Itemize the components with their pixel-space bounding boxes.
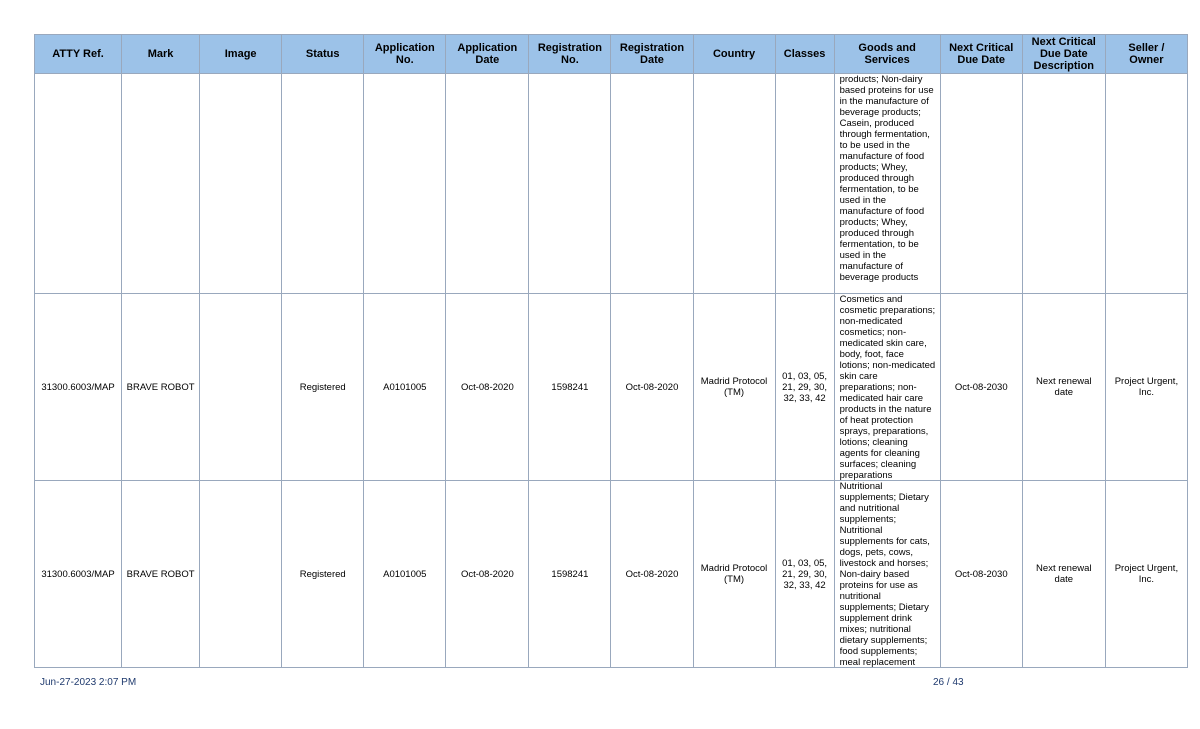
cell-goods-services — [834, 294, 940, 481]
header-atty-ref: ATTY Ref. — [35, 35, 122, 74]
header-application-no: Application No. — [364, 35, 446, 74]
cell-seller-owner: Project Urgent, Inc. — [1105, 481, 1187, 668]
cell-next-due-date: Oct-08-2030 — [940, 481, 1022, 668]
cell-next-due-desc: Next renewal date — [1022, 481, 1105, 668]
cell-next-due-desc: Next renewal date — [1022, 294, 1105, 481]
cell-classes: 01, 03, 05, 21, 29, 30, 32, 33, 42 — [775, 481, 834, 668]
cell-application-no: A0101005 — [364, 481, 446, 668]
trademark-table — [34, 34, 1188, 668]
goods-services-text: products; Non-dairy based proteins for use in the manufacture of beverage products; Casein, produced through fermentation, to be used in the manufacture of food products; Whey, produced through fermentation, to be used in the manufacture of food products; Whey, produced through fermentation, to be used in the manufacture of beverage products — [839, 74, 934, 283]
cell-mark — [122, 74, 200, 294]
cell-status: Registered — [282, 294, 364, 481]
cell-registration-no: 1598241 — [529, 481, 611, 668]
cell-seller-owner — [1105, 74, 1187, 294]
cell-image — [200, 481, 282, 668]
cell-image — [200, 294, 282, 481]
cell-status: Registered — [282, 481, 364, 668]
cell-application-date: Oct-08-2020 — [446, 294, 529, 481]
header-next-due-desc: Next Critical Due Date Description — [1022, 35, 1105, 74]
cell-registration-no — [529, 74, 611, 294]
cell-goods-services — [834, 74, 940, 294]
cell-next-due-desc — [1022, 74, 1105, 294]
cell-classes: 01, 03, 05, 21, 29, 30, 32, 33, 42 — [775, 294, 834, 481]
cell-application-no: A0101005 — [364, 294, 446, 481]
table-row — [35, 294, 1188, 481]
cell-country: Madrid Protocol (TM) — [693, 294, 775, 481]
goods-services-text: Cosmetics and cosmetic preparations; non-medicated cosmetics; non-medicated skin care, body, foot, face lotions; non-medicated skin care preparations; non-medicated hair care products in the nature of heat protection sprays, preparations, lotions; cleaning agents for cleaning surfaces; cleaning preparations — [839, 294, 936, 480]
header-mark: Mark — [122, 35, 200, 74]
header-country: Country — [693, 35, 775, 74]
footer-timestamp: Jun-27-2023 2:07 PM — [40, 677, 137, 688]
header-registration-no: Registration No. — [529, 35, 611, 74]
cell-registration-no: 1598241 — [529, 294, 611, 481]
cell-application-date: Oct-08-2020 — [446, 481, 529, 668]
cell-atty-ref: 31300.6003/MAP — [35, 294, 122, 481]
cell-seller-owner: Project Urgent, Inc. — [1105, 294, 1187, 481]
cell-next-due-date — [940, 74, 1022, 294]
table-row — [35, 74, 1188, 294]
goods-services-text: Nutritional supplements; Dietary and nutritional supplements; Nutritional supplements for cats, dogs, pets, cows, livestock and horses; Non-dairy based proteins for use as nutritional supplements; Dietary supplement drink mixes; nutritional dietary supplements; food supplements; meal replacement — [839, 481, 930, 667]
header-status: Status — [282, 35, 364, 74]
cell-registration-date — [611, 74, 693, 294]
cell-goods-services — [834, 481, 940, 668]
cell-status — [282, 74, 364, 294]
cell-application-no — [364, 74, 446, 294]
cell-mark: BRAVE ROBOT — [122, 294, 200, 481]
header-application-date: Application Date — [446, 35, 529, 74]
header-row — [35, 35, 1188, 74]
cell-image — [200, 74, 282, 294]
cell-classes — [775, 74, 834, 294]
cell-atty-ref — [35, 74, 122, 294]
header-goods-services: Goods and Services — [834, 35, 940, 74]
cell-mark: BRAVE ROBOT — [122, 481, 200, 668]
header-image: Image — [200, 35, 282, 74]
cell-next-due-date: Oct-08-2030 — [940, 294, 1022, 481]
cell-application-date — [446, 74, 529, 294]
header-next-due-date: Next Critical Due Date — [940, 35, 1022, 74]
cell-atty-ref: 31300.6003/MAP — [35, 481, 122, 668]
page-number: 26 / 43 — [933, 677, 964, 688]
table-row — [35, 481, 1188, 668]
cell-registration-date: Oct-08-2020 — [611, 481, 693, 668]
header-classes: Classes — [775, 35, 834, 74]
header-seller-owner: Seller / Owner — [1105, 35, 1187, 74]
cell-country: Madrid Protocol (TM) — [693, 481, 775, 668]
cell-country — [693, 74, 775, 294]
header-registration-date: Registration Date — [611, 35, 693, 74]
cell-registration-date: Oct-08-2020 — [611, 294, 693, 481]
